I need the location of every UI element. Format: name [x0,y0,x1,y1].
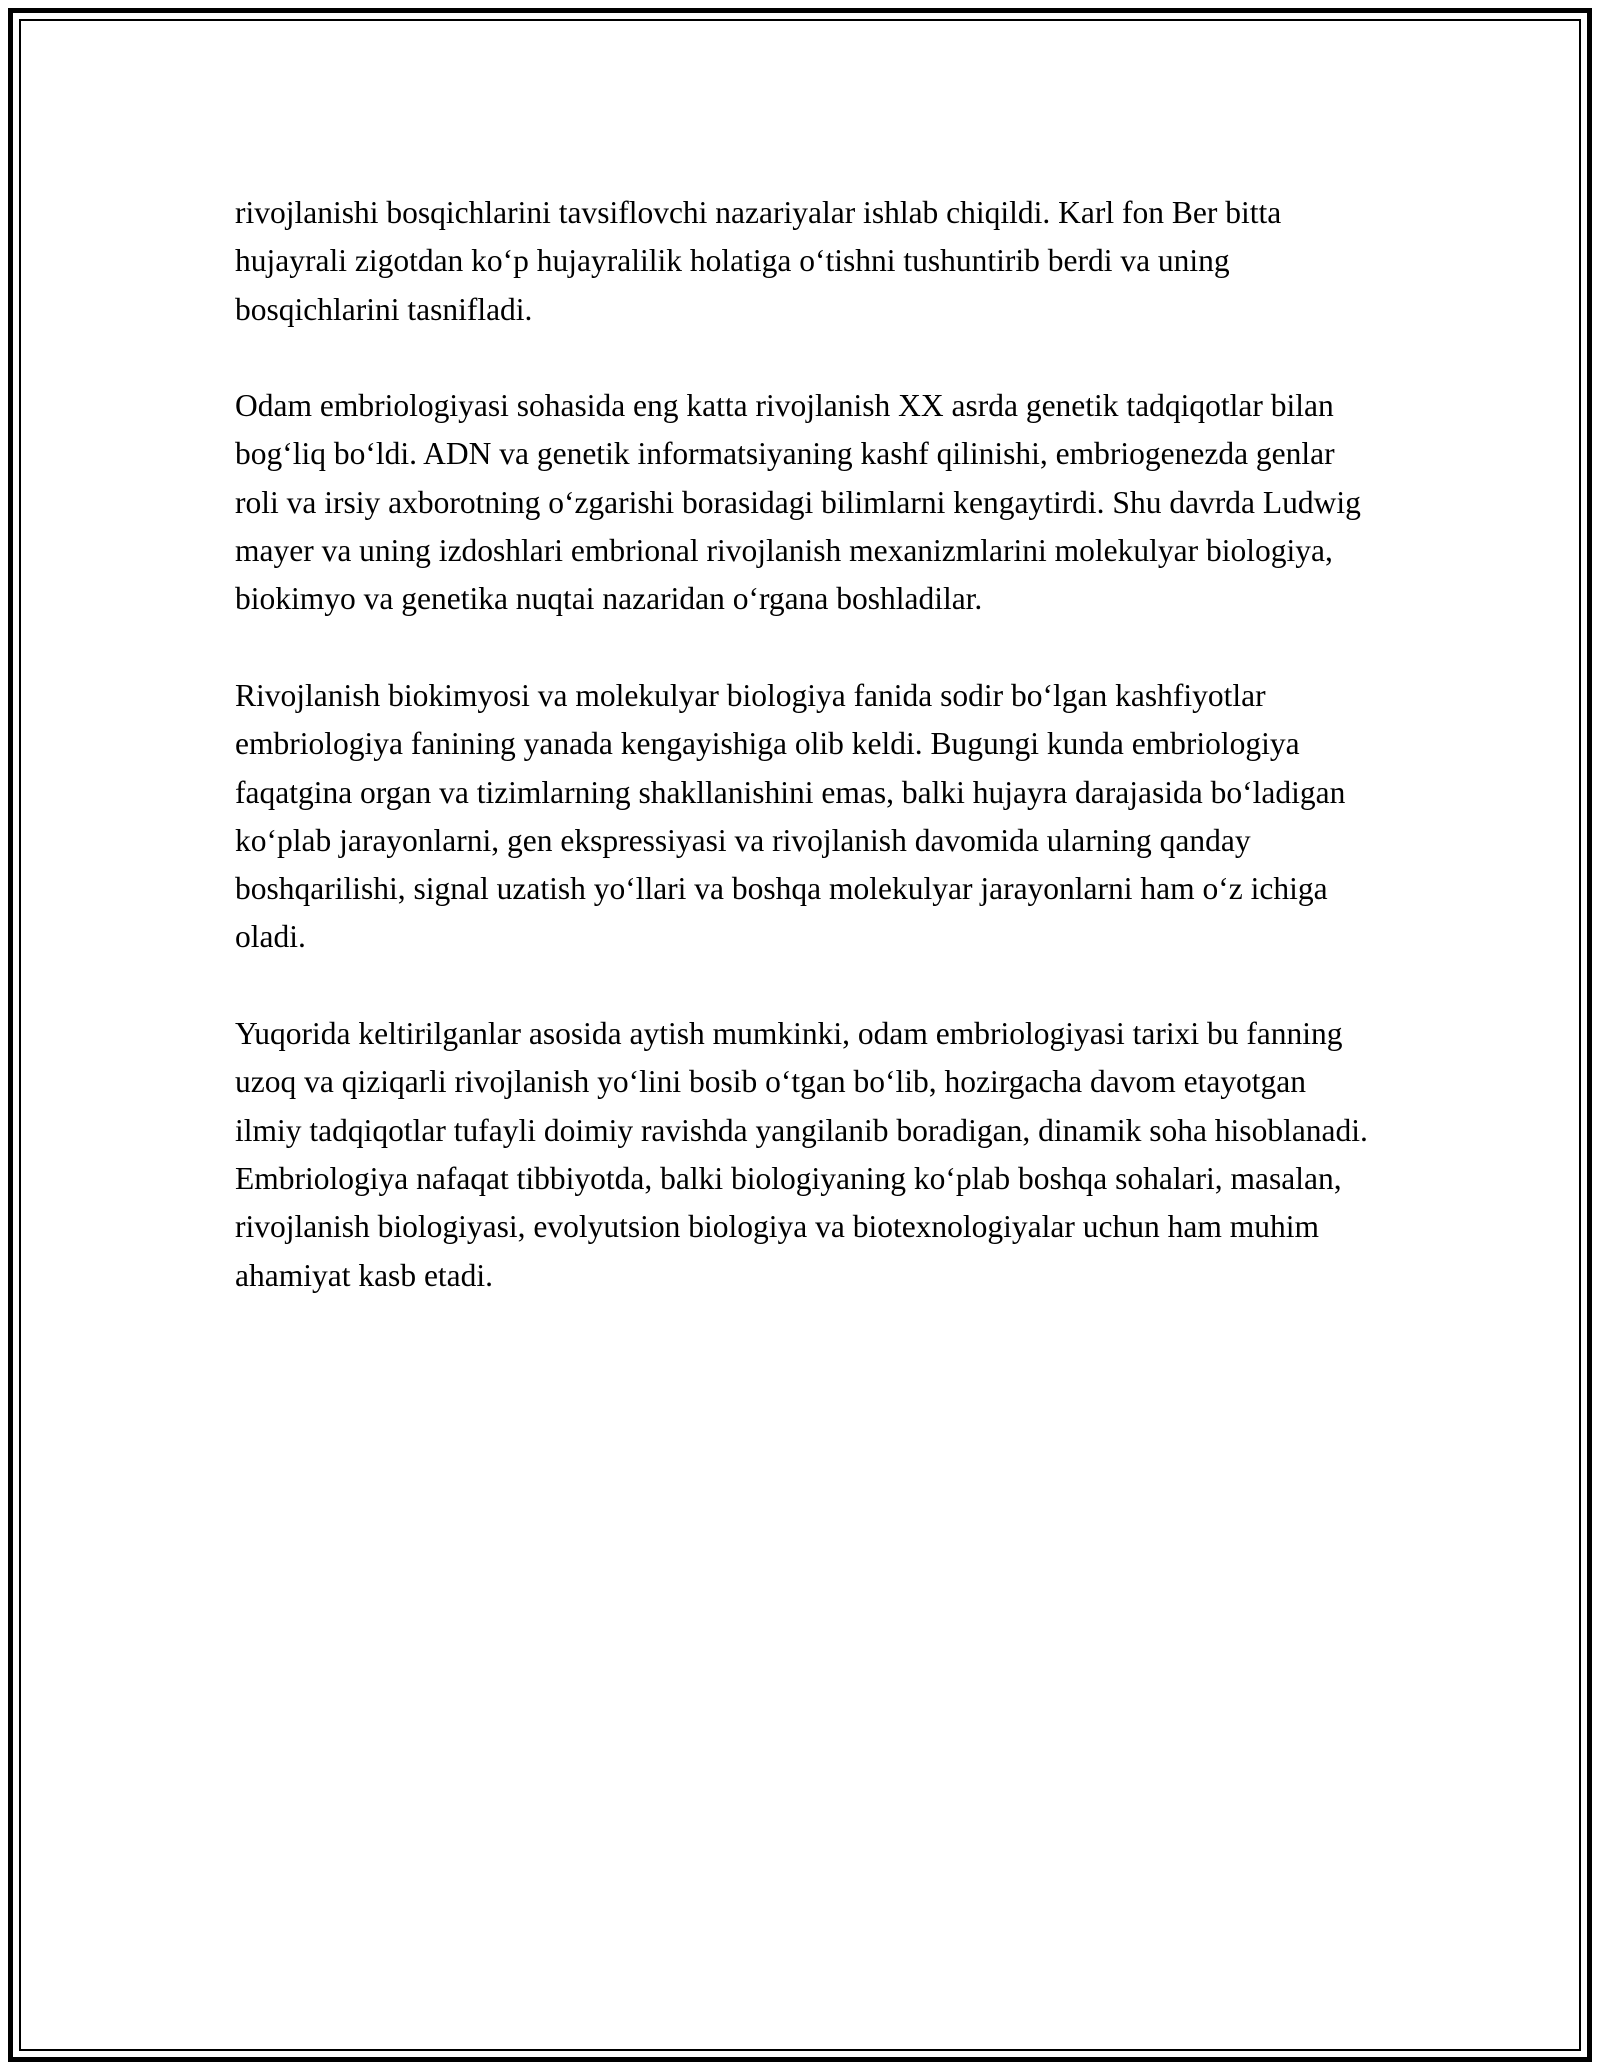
paragraph-2: Odam embriologiyasi sohasida eng katta rivojlanish XX asrda genetik tadqiqotlar bilan bog‘liq bo‘ldi. ADN va genetik informatsiyaning kashf qilinishi, embriogenezda genlar roli va irsiy axborotning o‘zgarishi borasidagi bilimlarni kengaytirdi. Shu davrda Ludwig mayer va uning izdoshlari embrional rivojlanish mexanizmlarini molekulyar biologiya, biokimyo va genetika nuqtai nazaridan o‘rgana boshladilar. [235,388,1361,617]
paragraph-3: Rivojlanish biokimyosi va molekulyar biologiya fanida sodir bo‘lgan kashfiyotlar embriologiya fanining yanada kengayishiga olib keldi. Bugungi kunda embriologiya faqatgina organ va tizimlarning shakllanishini emas, balki hujayra darajasida bo‘ladigan ko‘plab jarayonlarni, gen ekspressiyasi va rivojlanish davomida ularning qanday boshqarilishi, signal uzatish yo‘llari va boshqa molekulyar jarayonlarni ham o‘z ichiga oladi. [235,677,1346,955]
document-body [235,189,1380,1300]
paragraph-1: rivojlanishi bosqichlarini tavsiflovchi nazariyalar ishlab chiqildi. Karl fon Ber bitta hujayrali zigotdan ko‘p hujayralilik holatiga o‘tishni tushuntirib berdi va uning bosqichlarini tasnifladi. [235,195,1282,327]
paragraph-4: Yuqorida keltirilganlar asosida aytish mumkinki, odam embriologiyasi tarixi bu fanning uzoq va qiziqarli rivojlanish yo‘lini bosib o‘tgan bo‘lib, hozirgacha davom etayotgan ilmiy tadqiqotlar tufayli doimiy ravishda yangilanib boradigan, dinamik soha hisoblanadi. Embriologiya nafaqat tibbiyotda, balki biologiyaning ko‘plab boshqa sohalari, masalan, rivojlanish biologiyasi, evolyutsion biologiya va biotexnologiyalar uchun ham muhim ahamiyat kasb etadi. [235,1016,1368,1293]
